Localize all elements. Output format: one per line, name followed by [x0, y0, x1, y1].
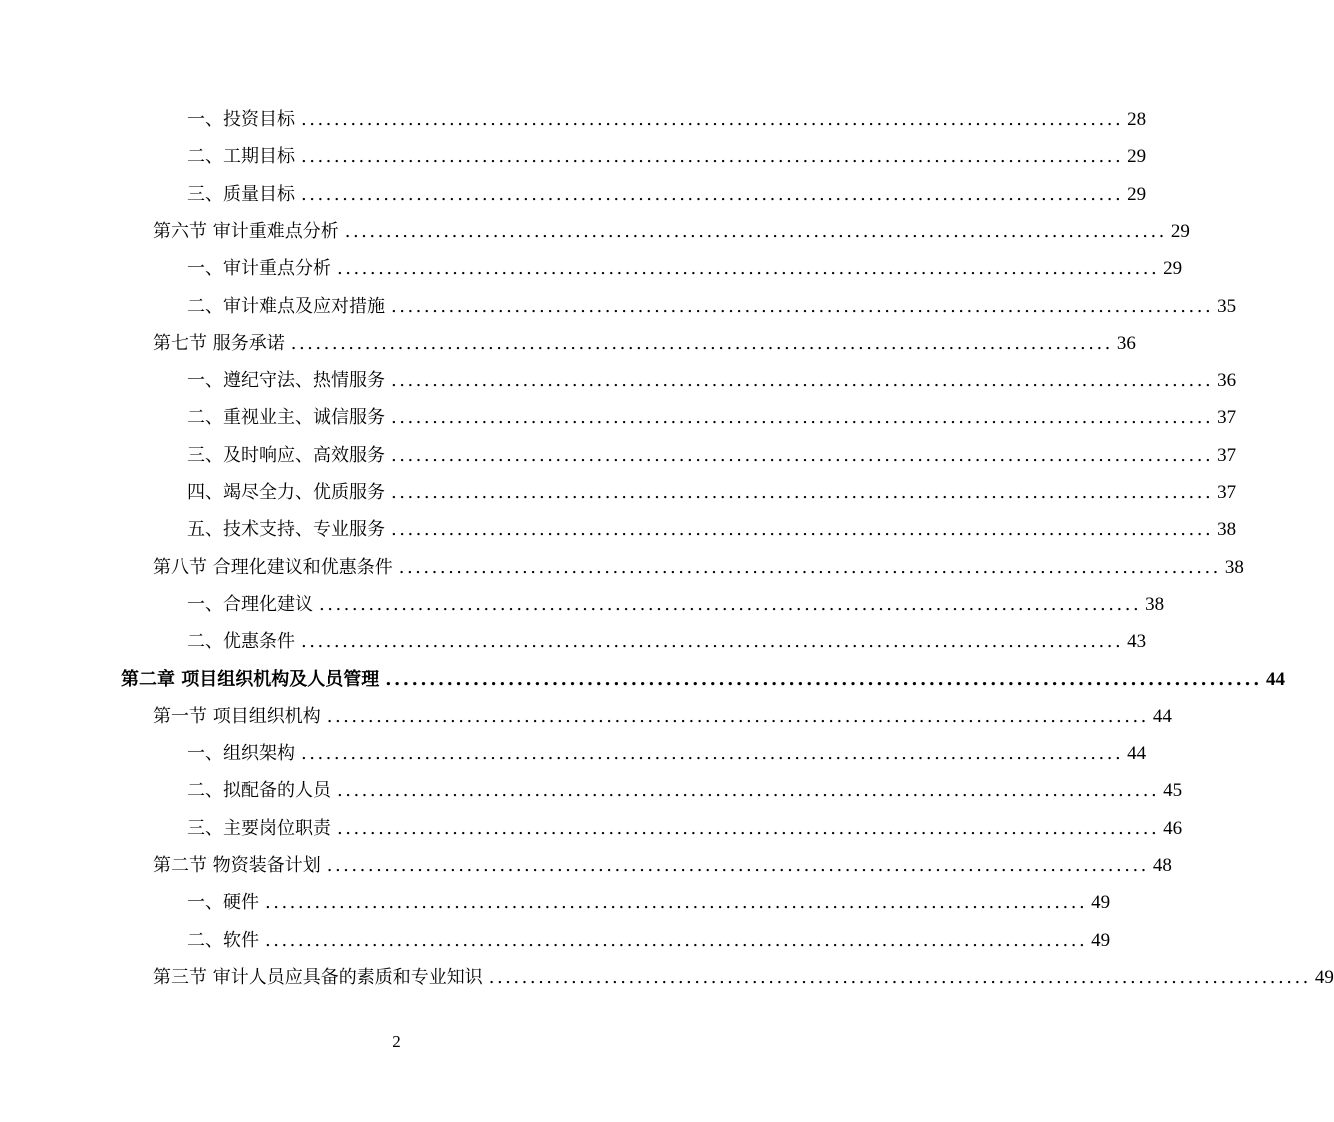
toc-entry-title: 二、审计难点及应对措施 — [187, 295, 385, 317]
toc-dot-leader: .................................................................................................... — [391, 295, 1214, 317]
toc-entry-title: 第一节 项目组织机构 — [153, 705, 321, 727]
toc-entry-title: 一、硬件 — [187, 892, 259, 914]
toc-dot-leader: .................................................................................................... — [290, 332, 1113, 354]
toc-entry-page-number: 37 — [1217, 444, 1237, 466]
toc-entry-title: 第八节 合理化建议和优惠条件 — [153, 556, 393, 578]
toc-entry[interactable] — [0, 288, 1237, 325]
toc-entry[interactable] — [0, 810, 1183, 847]
toc-entry-title: 三、及时响应、高效服务 — [187, 444, 385, 466]
toc-entry-title: 二、工期目标 — [187, 146, 295, 168]
toc-dot-leader: .................................................................................................... — [326, 855, 1149, 876]
toc-entry-title: 第七节 服务承诺 — [153, 332, 285, 354]
toc-entry[interactable] — [0, 399, 1237, 436]
toc-entry-page-number: 49 — [1091, 892, 1111, 914]
toc-dot-leader: .................................................................................................... — [265, 929, 1088, 951]
toc-entry-page-number: 29 — [1163, 258, 1183, 280]
toc-dot-leader: .................................................................................................... — [391, 519, 1214, 541]
toc-entry[interactable] — [0, 101, 1147, 138]
toc-entry[interactable] — [0, 586, 1165, 623]
toc-entry-page-number: 29 — [1127, 183, 1147, 205]
toc-entry-title: 一、审计重点分析 — [187, 258, 331, 280]
toc-entry-page-number: 29 — [1170, 220, 1190, 242]
toc-entry-page-number: 36 — [1217, 370, 1237, 392]
toc-entry[interactable] — [0, 922, 1111, 959]
toc-entry[interactable] — [0, 847, 1172, 884]
toc-dot-leader: .................................................................................................... — [391, 370, 1214, 392]
toc-entry[interactable] — [0, 511, 1237, 548]
toc-entry-title: 第二节 物资装备计划 — [153, 855, 321, 876]
toc-entry-title: 一、组织架构 — [187, 743, 295, 765]
toc-dot-leader: .................................................................................................... — [301, 183, 1124, 205]
toc-entry-title: 一、投资目标 — [187, 109, 295, 130]
toc-dot-leader: .................................................................................................... — [301, 109, 1124, 130]
toc-dot-leader: .................................................................................................... — [385, 668, 1262, 690]
toc-entry-title: 一、合理化建议 — [187, 593, 313, 615]
toc-entry-title: 一、遵纪守法、热情服务 — [187, 370, 385, 392]
toc-entry-page-number: 38 — [1217, 519, 1237, 541]
page-number: 2 — [392, 1032, 401, 1051]
toc-entry-title: 第二章 项目组织机构及人员管理 — [121, 668, 380, 690]
toc-entry-page-number: 44 — [1127, 743, 1147, 765]
toc-entry-page-number: 36 — [1116, 332, 1136, 354]
toc-entry-title: 第三节 审计人员应具备的素质和专业知识 — [153, 966, 483, 988]
toc-entry-page-number: 44 — [1152, 705, 1172, 727]
toc-entry-page-number: 37 — [1217, 407, 1237, 429]
toc-dot-leader: .................................................................................................... — [337, 780, 1160, 802]
toc-entry[interactable] — [0, 362, 1237, 399]
toc-entry-title: 二、重视业主、诚信服务 — [187, 407, 385, 429]
toc-entry-page-number: 49 — [1314, 966, 1334, 988]
toc-entry[interactable] — [0, 549, 1244, 586]
toc-entry-page-number: 44 — [1265, 668, 1285, 690]
toc-entry-title: 二、优惠条件 — [187, 631, 295, 653]
toc-entry[interactable] — [0, 735, 1147, 772]
toc-entry-page-number: 37 — [1217, 482, 1237, 503]
toc-entry-page-number: 49 — [1091, 929, 1111, 951]
toc-entry-page-number: 28 — [1127, 109, 1147, 130]
toc-entry[interactable] — [0, 772, 1183, 809]
toc-dot-leader: .................................................................................................... — [488, 966, 1311, 988]
toc-entry-page-number: 45 — [1163, 780, 1183, 802]
toc-entry-page-number: 48 — [1152, 855, 1172, 876]
toc-entry-page-number: 35 — [1217, 295, 1237, 317]
toc-entry-page-number: 29 — [1127, 146, 1147, 168]
toc-entry-title: 三、主要岗位职责 — [187, 817, 331, 839]
toc-entry[interactable] — [0, 250, 1183, 287]
toc-entry[interactable] — [0, 138, 1147, 175]
toc-entry[interactable] — [0, 623, 1147, 660]
toc-dot-leader: .................................................................................................... — [265, 892, 1088, 914]
toc-entry[interactable] — [0, 325, 1136, 362]
toc-dot-leader: .................................................................................................... — [326, 705, 1149, 727]
toc-entry-title: 三、质量目标 — [187, 183, 295, 205]
toc-entry-page-number: 43 — [1127, 631, 1147, 653]
toc-dot-leader: .................................................................................................... — [301, 146, 1124, 168]
toc-entry-title: 二、拟配备的人员 — [187, 780, 331, 802]
toc-entry[interactable] — [0, 213, 1190, 250]
toc-dot-leader: .................................................................................................... — [344, 220, 1167, 242]
toc-entry[interactable] — [0, 698, 1172, 735]
toc-entry[interactable] — [0, 884, 1111, 921]
toc-dot-leader: .................................................................................................... — [391, 482, 1214, 503]
toc-dot-leader: .................................................................................................... — [337, 817, 1160, 839]
toc-entry-page-number: 38 — [1224, 556, 1244, 578]
toc-entry-page-number: 46 — [1163, 817, 1183, 839]
toc-dot-leader: .................................................................................................... — [337, 258, 1160, 280]
toc-entry-title: 第六节 审计重难点分析 — [153, 220, 339, 242]
toc-entry-title: 五、技术支持、专业服务 — [187, 519, 385, 541]
toc-dot-leader: .................................................................................................... — [398, 556, 1221, 578]
toc-entry[interactable] — [0, 176, 1147, 213]
toc-entry-page-number: 38 — [1145, 593, 1165, 615]
toc-entry[interactable] — [0, 661, 1285, 698]
toc-dot-leader: .................................................................................................... — [391, 444, 1214, 466]
toc-entry-title: 四、竭尽全力、优质服务 — [187, 482, 385, 503]
toc-entry-title: 二、软件 — [187, 929, 259, 951]
toc-dot-leader: .................................................................................................... — [319, 593, 1142, 615]
toc-entry[interactable] — [0, 474, 1237, 511]
toc-dot-leader: .................................................................................................... — [391, 407, 1214, 429]
toc-dot-leader: .................................................................................................... — [301, 631, 1124, 653]
toc-entry[interactable] — [0, 959, 1334, 996]
toc-entry[interactable] — [0, 437, 1237, 474]
toc-dot-leader: .................................................................................................... — [301, 743, 1124, 765]
